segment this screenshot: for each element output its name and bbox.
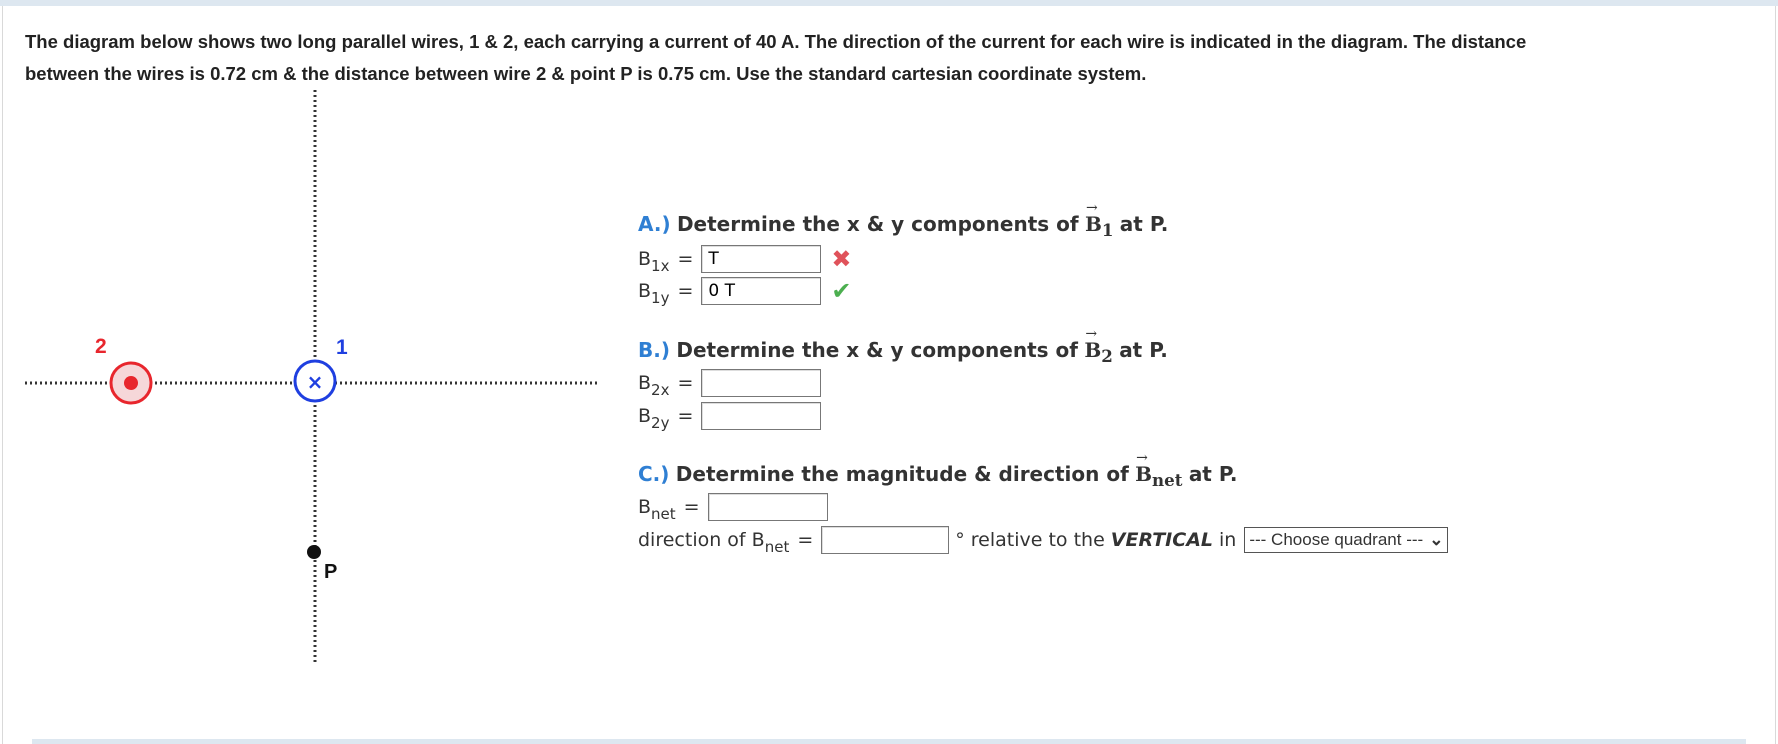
part-b-heading <box>638 326 1168 366</box>
b1-vector: → $B_1$ <box>1084 200 1114 240</box>
b2x-row <box>638 369 821 397</box>
b2-vector: → $B_2$ <box>1084 326 1113 366</box>
point-p-label: P <box>324 561 338 583</box>
direction-label: direction of $B_{net}$ <box>638 529 790 556</box>
part-a-letter: A.) <box>638 212 671 236</box>
part-b-suffix: at P. <box>1119 338 1168 362</box>
direction-angle-input[interactable] <box>821 526 949 554</box>
quadrant-select[interactable] <box>1244 527 1448 553</box>
b1y-label: $B_{1y}$ <box>638 280 670 307</box>
part-c-heading <box>638 450 1238 490</box>
direction-row <box>638 526 1448 554</box>
b1y-input[interactable] <box>701 277 821 305</box>
chevron-down-icon: ⌄ <box>1429 530 1444 549</box>
part-c-suffix: at P. <box>1188 462 1238 486</box>
quadrant-select-value: --- Choose quadrant --- <box>1249 530 1424 549</box>
svg-text:×: × <box>306 370 324 394</box>
correct-check-icon: ✔ <box>831 277 852 305</box>
vertical-emphasis: VERTICAL <box>1110 529 1214 551</box>
wire-1-label: 1 <box>336 336 348 359</box>
wire-1 <box>295 336 348 401</box>
part-c-text: Determine the magnitude & direction of <box>675 462 1129 486</box>
b1y-equals: = <box>677 280 694 302</box>
wire-2 <box>95 335 151 403</box>
wire-2-label: 2 <box>95 335 107 358</box>
part-b-letter: B.) <box>638 338 670 362</box>
b1x-input[interactable] <box>701 245 821 273</box>
point-p <box>307 545 337 583</box>
b1x-row <box>638 245 852 273</box>
bnet-label: $B_{net}$ <box>638 496 676 523</box>
part-a-suffix: at P. <box>1119 212 1169 236</box>
bnet-input[interactable] <box>708 493 828 521</box>
b2x-input[interactable] <box>701 369 821 397</box>
part-a-heading <box>638 200 1169 240</box>
problem-line-2: between the wires is 0.72 cm & the distance between wire 2 & point P is 0.75 cm. Use the standard cartesian coordinate system. <box>25 63 1147 84</box>
degree-symbol: ° <box>955 529 965 551</box>
in-text: in <box>1219 529 1237 551</box>
b2x-label: $B_{2x}$ <box>638 372 670 399</box>
bnet-vector: → $B_{net}$ <box>1135 450 1183 490</box>
part-c-letter: C.) <box>638 462 670 486</box>
incorrect-icon: ✖ <box>831 245 852 273</box>
problem-line-1: The diagram below shows two long parallel wires, 1 & 2, each carrying a current of 40 A. The direction of the current for each wire is indicated in the diagram. The distance <box>25 31 1527 52</box>
b1x-label: $B_{1x}$ <box>638 248 670 275</box>
b2x-equals: = <box>677 372 694 394</box>
b2y-equals: = <box>677 405 694 427</box>
part-b-text: Determine the x & y components of <box>676 338 1078 362</box>
relative-text: relative to the <box>970 529 1105 551</box>
wires-diagram <box>0 80 620 680</box>
bottom-border <box>32 739 1746 744</box>
bnet-row <box>638 493 828 521</box>
b2y-label: $B_{2y}$ <box>638 405 670 432</box>
bnet-equals: = <box>683 496 700 518</box>
part-a-text: Determine the x & y components of <box>676 212 1079 236</box>
b2y-row <box>638 402 821 430</box>
b1y-row <box>638 277 852 305</box>
direction-equals: = <box>797 529 814 551</box>
b1x-equals: = <box>677 248 694 270</box>
b2y-input[interactable] <box>701 402 821 430</box>
